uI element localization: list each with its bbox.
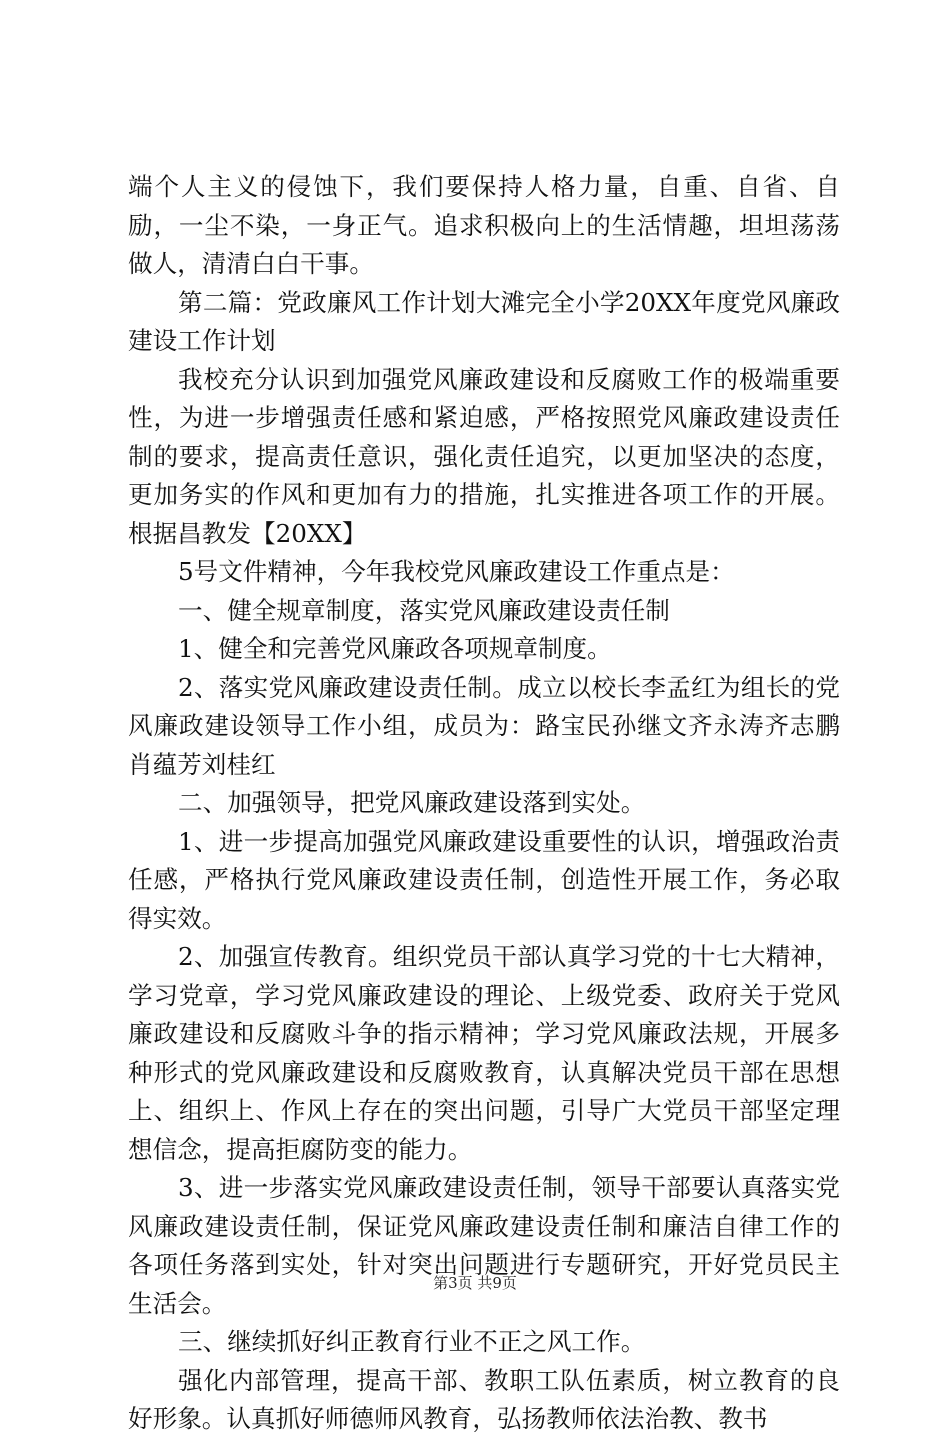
paragraph: 三、继续抓好纠正教育行业不正之风工作。 — [178, 1327, 646, 1356]
paragraph: 端个人主义的侵蚀下，我们要保持人格力量，自重、自省、自励，一尘不染，一身正气。追求积极向上的生活情趣，坦坦荡荡做人，清清白白干事。 — [128, 172, 840, 278]
paragraph: 一、健全规章制度，落实党风廉政建设责任制 — [178, 595, 670, 625]
paragraph: 2、落实党风廉政建设责任制。成立以校长李孟红为组长的党风廉政建设领导工作小组，成员为：路宝民孙继文齐永涛齐志鹏肖蕴芳刘桂红 — [128, 672, 840, 779]
document-body — [128, 168, 840, 1439]
paragraph: 3、进一步落实党风廉政建设责任制，领导干部要认真落实党风廉政建设责任制，保证党风廉政建设责任制和廉洁自律工作的各项任务落到实处，针对突出问题进行专题研究，开好党员民主生活会。 — [128, 1173, 840, 1318]
paragraph: 二、加强领导，把党风廉政建设落到实处。 — [178, 788, 646, 817]
paragraph: 1、健全和完善党风廉政各项规章制度。 — [178, 634, 612, 663]
paragraph: 1、进一步提高加强党风廉政建设重要性的认识，增强政治责任感，严格执行党风廉政建设责任制，创造性开展工作，务必取得实效。 — [128, 826, 840, 933]
paragraph: 我校充分认识到加强党风廉政建设和反腐败工作的极端重要性，为进一步增强责任感和紧迫感，严格按照党风廉政建设责任制的要求，提高责任意识，强化责任追究，以更加坚决的态度，更加务实的作风和更加有力的措施，扎实推进各项工作的开展。根据昌教发【20XX】 — [128, 364, 840, 548]
paragraph: 5号文件精神，今年我校党风廉政建设工作重点是： — [178, 557, 735, 586]
page-number-footer: 第3页 共9页 — [433, 1274, 517, 1292]
paragraph: 强化内部管理，提高干部、教职工队伍素质，树立教育的良好形象。认真抓好师德师风教育，弘扬教师依法治教、教书 — [128, 1365, 840, 1433]
paragraph: 2、加强宣传教育。组织党员干部认真学习党的十七大精神，学习党章，学习党风廉政建设的理论、上级党委、政府关于党风廉政建设和反腐败斗争的指示精神；学习党风廉政法规，开展多种形式的党风廉政建设和反腐败教育，认真解决党员干部在思想上、组织上、作风上存在的突出问题，引导广大党员干部坚定理想信念，提高拒腐防变的能力。 — [128, 942, 840, 1164]
section-heading: 第二篇：党政廉风工作计划大滩完全小学20XX年度党风廉政建设工作计划 — [128, 287, 840, 355]
